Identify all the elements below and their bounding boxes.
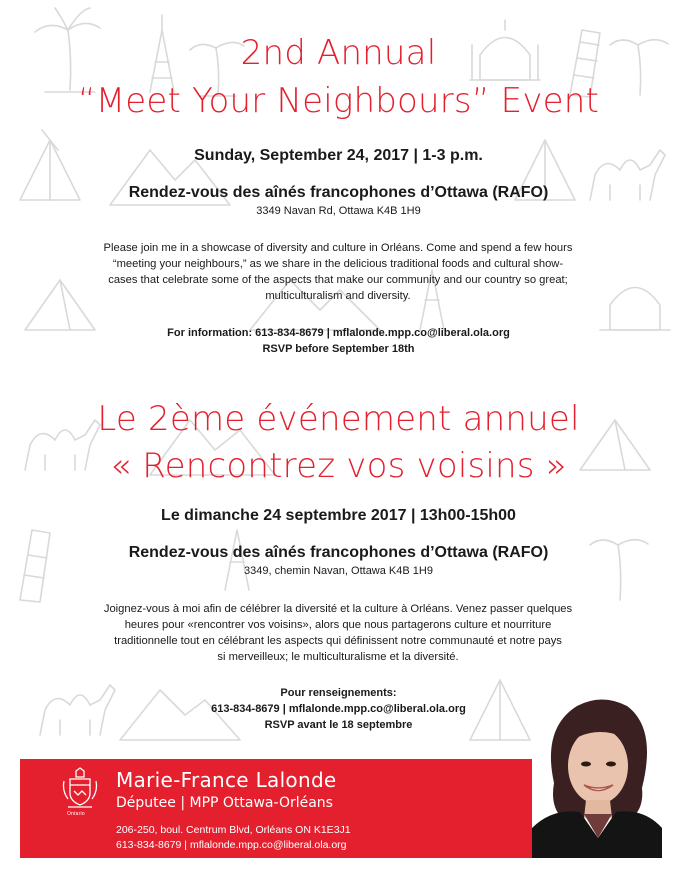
mpp-portrait-photo [532,688,662,858]
english-address: 3349 Navan Rd, Ottawa K4B 1H9 [256,205,421,217]
english-paragraph-line: Please join me in a showcase of diversity and culture in Orléans. Come and spend a few hours [103,242,573,254]
mpp-title: Députee | MPP Ottawa-Orléans [116,795,333,811]
english-rsvp: RSVP before September 18th [262,343,415,355]
portrait-illustration [532,688,662,858]
office-address: 206-250, boul. Centrum Blvd, Orléans ON K1E3J1 [116,824,351,836]
english-paragraph-line: “meeting your neighbours,” as we share in the delicious traditional foods and cultural show- [112,258,564,270]
english-venue: Rendez-vous des aînés francophones d’Ottawa (RAFO) [128,184,549,201]
french-venue: Rendez-vous des aînés francophones d’Ottawa (RAFO) [128,544,549,561]
french-title-line-2: « Rencontrez vos voisins » [110,446,567,486]
french-address: 3349, chemin Navan, Ottawa K4B 1H9 [244,565,433,577]
french-paragraph-line: si merveilleux; le multiculturalisme et la diversité. [217,651,459,663]
mpp-name: Marie-France Lalonde [116,768,337,792]
english-title-line-1: 2nd Annual [240,33,437,73]
english-paragraph [28,240,648,304]
french-paragraph-line: traditionnelle tout en célébrant les aspects qui définissent notre communauté et notre pays [114,635,562,647]
french-paragraph [28,601,648,665]
ontario-crest-icon [62,767,98,811]
french-date: Le dimanche 24 septembre 2017 | 13h00-15h00 [161,507,516,524]
french-rsvp: RSVP avant le 18 septembre [264,719,413,731]
french-info-label: Pour renseignements: [280,687,397,699]
english-paragraph-line: cases that celebrate some of the aspects that make our community and our country so great; [108,274,568,286]
english-title-line-2: “Meet Your Neighbours” Event [77,81,600,121]
english-info-line: For information: 613-834-8679 | mflalonde.mpp.co@liberal.ola.org [167,327,510,339]
french-paragraph-line: Joignez-vous à moi afin de célébrer la diversité et la culture à Orléans. Venez passer quelques [103,603,573,615]
crest-caption: Ontario [67,811,85,817]
french-info-line: 613-834-8679 | mflalonde.mpp.co@liberal.ola.org [211,703,466,715]
english-paragraph-line: multiculturalism and diversity. [265,290,411,302]
office-contact: 613-834-8679 | mflalonde.mpp.co@liberal.ola.org [116,839,347,851]
english-date: Sunday, September 24, 2017 | 1-3 p.m. [194,147,483,164]
french-paragraph-line: heures pour «rencontrer vos voisins», alors que nous partagerons culture et nourriture [124,619,552,631]
french-title-line-1: Le 2ème événement annuel [97,399,580,439]
